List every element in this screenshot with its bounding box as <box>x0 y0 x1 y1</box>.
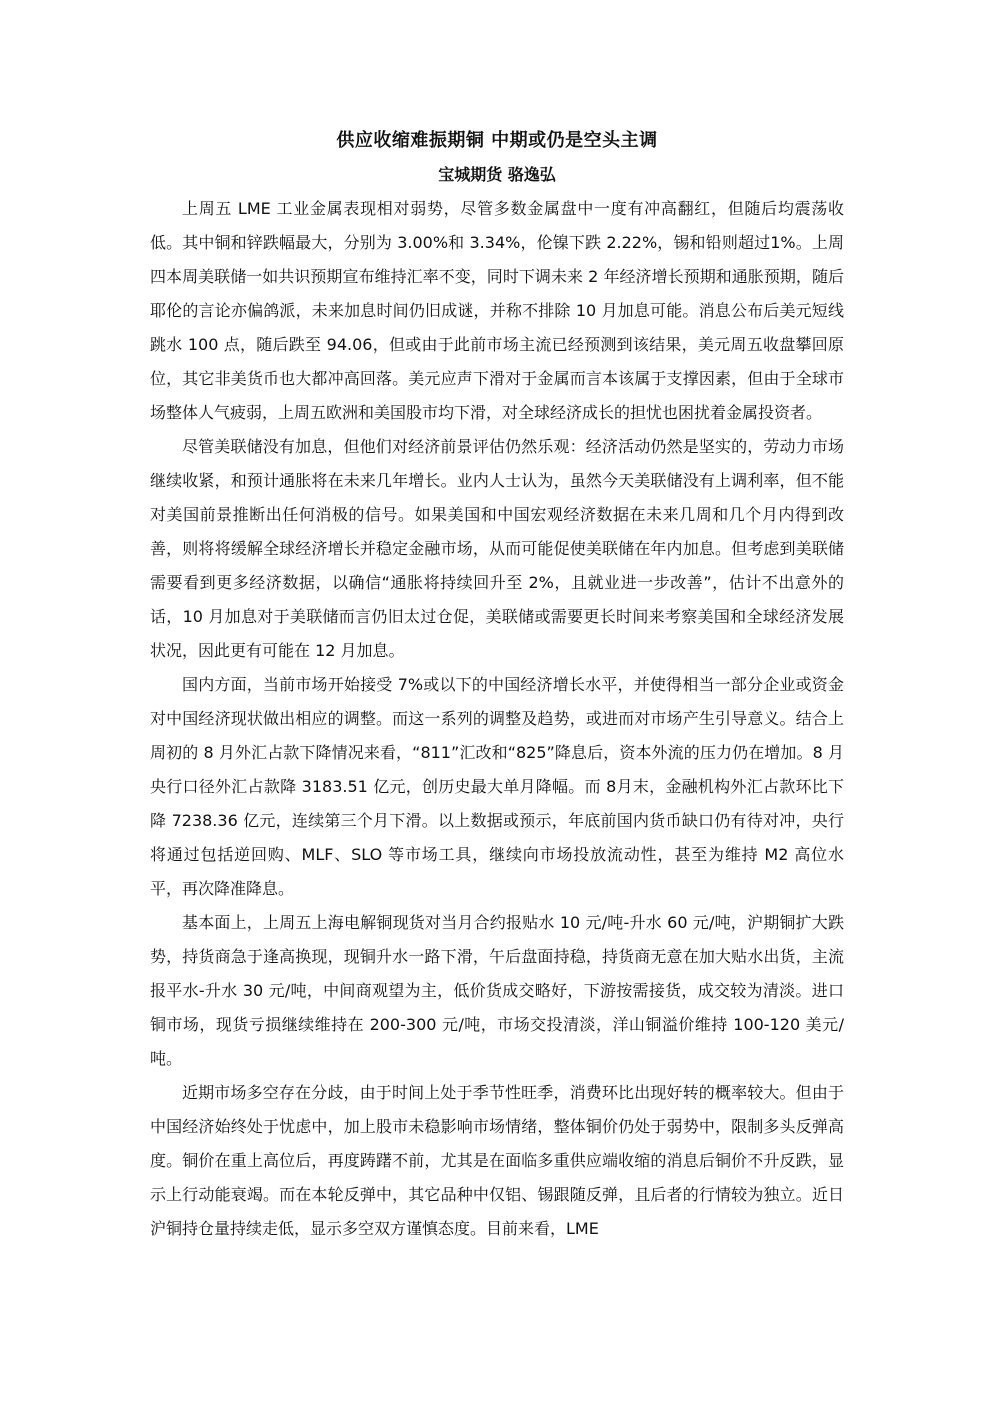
paragraph: 上周五 LME 工业金属表现相对弱势，尽管多数金属盘中一度有冲高翻红，但随后均震荡收低。其中铜和锌跌幅最大，分别为 3.00%和 3.34%，伦镍下跌 2.22%，锡和铅则超过1%。上周四本周美联储一如共识预期宣布维持汇率不变，同时下调未来 2 年经济增长预期和通胀预期，随后耶伦的言论亦偏鸽派，未来加息时间仍旧成谜，并称不排除 10 月加息可能。消息公布后美元短线跳水 100 点，随后跌至 94.06，但或由于此前市场主流已经预测到该结果，美元周五收盘攀回原位，其它非美货币也大都冲高回落。美元应声下滑对于金属而言本该属于支撑因素，但由于全球市场整体人气疲弱，上周五欧洲和美国股市均下滑，对全球经济成长的担忧也困扰着金属投资者。 <box>150 199 844 422</box>
paragraph: 尽管美联储没有加息，但他们对经济前景评估仍然乐观：经济活动仍然是坚实的，劳动力市场继续收紧，和预计通胀将在未来几年增长。业内人士认为，虽然今天美联储没有上调利率，但不能对美国前景推断出任何消极的信号。如果美国和中国宏观经济数据在未来几周和几个月内得到改善，则将将缓解全球经济增长并稳定金融市场，从而可能促使美联储在年内加息。但考虑到美联储需要看到更多经济数据，以确信“通胀将持续回升至 2%，且就业进一步改善”，估计不出意外的话，10 月加息对于美联储而言仍旧太过仓促，美联储或需要更长时间来考察美国和全球经济发展状况，因此更有可能在 12 月加息。 <box>150 437 844 660</box>
paragraph: 近期市场多空存在分歧，由于时间上处于季节性旺季，消费环比出现好转的概率较大。但由于中国经济始终处于忧虑中，加上股市未稳影响市场情绪，整体铜价仍处于弱势中，限制多头反弹高度。铜价在重上高位后，再度踌躇不前，尤其是在面临多重供应端收缩的消息后铜价不升反跌，显示上行动能衰竭。而在本轮反弹中，其它品种中仅铝、锡跟随反弹，且后者的行情较为独立。近日沪铜持仓量持续走低，显示多空双方谨慎态度。目前来看，LME <box>150 1083 844 1238</box>
document-author: 宝城期货 骆逸弘 <box>438 165 556 184</box>
document-title: 供应收缩难振期铜 中期或仍是空头主调 <box>336 130 658 151</box>
paragraph: 国内方面，当前市场开始接受 7%或以下的中国经济增长水平，并使得相当一部分企业或资金对中国经济现状做出相应的调整。而这一系列的调整及趋势，或进而对市场产生引导意义。结合上周初的 8 月外汇占款下降情况来看，“811”汇改和“825”降息后，资本外流的压力仍在增加。8 月央行口径外汇占款降 3183.51 亿元，创历史最大单月降幅。而 8月末，金融机构外汇占款环比下降 7238.36 亿元，连续第三个月下滑。以上数据或预示，年底前国内货币缺口仍有待对冲，央行将通过包括逆回购、MLF、SLO 等市场工具，继续向市场投放流动性，甚至为维持 M2 高位水平，再次降准降息。 <box>150 675 844 898</box>
document-page <box>150 124 844 1246</box>
paragraph: 基本面上，上周五上海电解铜现货对当月合约报贴水 10 元/吨-升水 60 元/吨，沪期铜扩大跌势，持货商急于逢高换现，现铜升水一路下滑，午后盘面持稳，持货商无意在加大贴水出货，主流报平水-升水 30 元/吨，中间商观望为主，低价货成交略好，下游按需接货，成交较为清淡。进口铜市场，现货亏损继续维持在 200-300 元/吨，市场交投清淡，洋山铜溢价维持 100-120 美元/吨。 <box>150 913 844 1068</box>
